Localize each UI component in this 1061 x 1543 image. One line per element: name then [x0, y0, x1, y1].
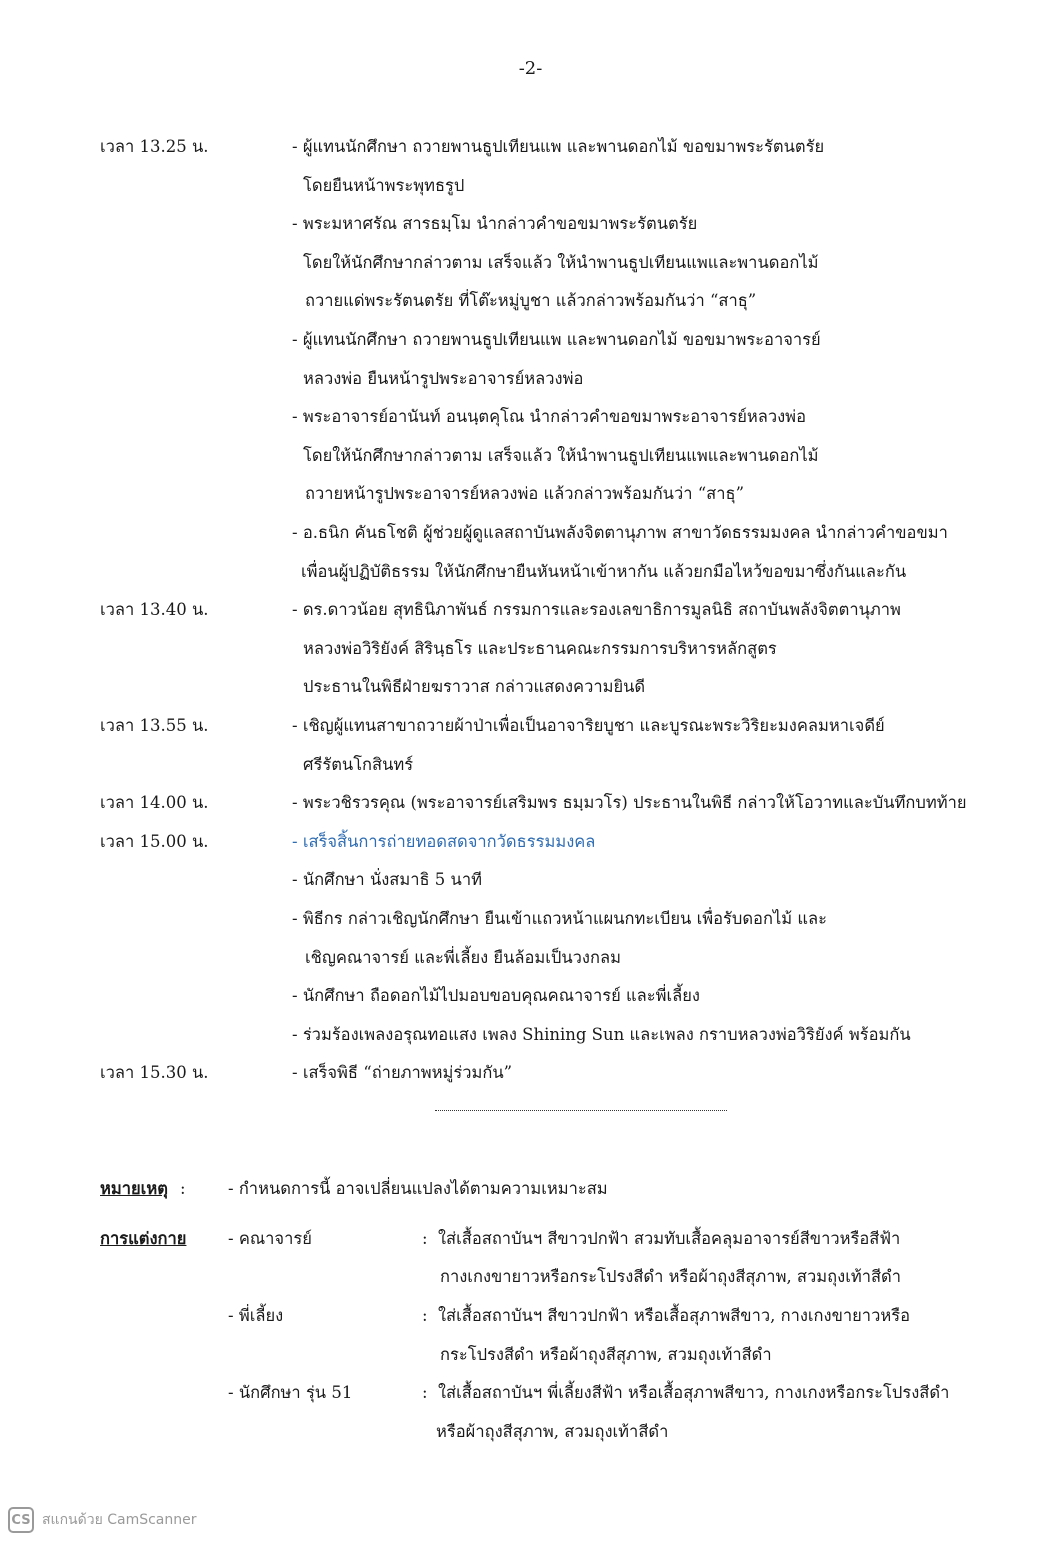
camscanner-watermark — [8, 1507, 197, 1533]
schedule-text: - นักศึกษา นั่งสมาธิ 5 นาที — [292, 870, 482, 890]
schedule-text: ศรีรัตนโกสินทร์ — [303, 754, 414, 774]
schedule-row — [0, 630, 1061, 669]
dress-who-faculty: - คณาจารย์ — [228, 1229, 312, 1248]
schedule-time: เวลา 14.00 น. — [100, 793, 209, 813]
schedule-text: - เสร็จสิ้นการถ่ายทอดสดจากวัดธรรมมงคล — [292, 831, 596, 851]
remark-row — [0, 1170, 1061, 1208]
schedule-row — [0, 707, 1061, 746]
schedule-text: โดยยืนหน้าพระพุทธรูป — [303, 175, 465, 195]
dress-colon: : — [422, 1229, 428, 1248]
schedule-text: - เชิญผู้แทนสาขาถวายผ้าป่าเพื่อเป็นอาจาริยบูชา และบูรณะพระวิริยะมงคลมหาเจดีย์ — [292, 716, 885, 735]
dress-line: กระโปรงสีดำ หรือผ้าถุงสีสุภาพ, สวมถุงเท้าสีดำ — [440, 1345, 772, 1364]
schedule-row — [0, 553, 1061, 592]
schedule-row — [0, 437, 1061, 476]
schedule-row — [0, 668, 1061, 707]
schedule-row — [0, 746, 1061, 785]
schedule-time: เวลา 13.40 น. — [100, 600, 209, 620]
schedule-row — [0, 475, 1061, 514]
schedule-text: - พระอาจารย์อานันท์ อนนฺตคุโณ นำกล่าวคำขอขมาพระอาจารย์หลวงพ่อ — [292, 407, 806, 427]
dress-colon: : — [422, 1306, 428, 1325]
schedule-text: - ดร.ดาวน้อย สุทธินิภาพันธ์ กรรมการและรองเลขาธิการมูลนิธิ สถาบันพลังจิตตานุภาพ — [292, 600, 901, 620]
dotted-divider — [435, 1110, 727, 1111]
dress-line: กางเกงขายาวหรือกระโปรงสีดำ หรือผ้าถุงสีสุภาพ, สวมถุงเท้าสีดำ — [440, 1267, 902, 1286]
dress-colon: : — [422, 1383, 428, 1402]
schedule-text: ถวายหน้ารูปพระอาจารย์หลวงพ่อ แล้วกล่าวพร้อมกันว่า “สาธุ” — [305, 484, 745, 504]
schedule-text: ถวายแด่พระรัตนตรัย ที่โต๊ะหมู่บูชา แล้วกล่าวพร้อมกันว่า “สาธุ” — [305, 291, 757, 311]
camscanner-logo-icon: CS — [8, 1507, 34, 1533]
schedule-text: - ผู้แทนนักศึกษา ถวายพานธูปเทียนแพ และพานดอกไม้ ขอขมาพระรัตนตรัย — [292, 137, 825, 156]
schedule-text: หลวงพ่อวิริยังค์ สิรินฺธโร และประธานคณะกรรมการบริหารหลักสูตร — [303, 638, 777, 658]
dress-row — [0, 1413, 1061, 1451]
dress-row — [0, 1220, 1061, 1258]
remark-text: - กำหนดการนี้ อาจเปลี่ยนแปลงได้ตามความเหมาะสม — [228, 1179, 608, 1198]
camscanner-text: สแกนด้วย CamScanner — [42, 1512, 197, 1528]
schedule-row — [0, 977, 1061, 1016]
schedule-time: เวลา 15.00 น. — [100, 831, 209, 851]
remark-colon: : — [180, 1179, 186, 1198]
schedule-text: - พระมหาศรัณ สารธมฺโม นำกล่าวคำขอขมาพระรัตนตรัย — [292, 214, 698, 234]
schedule-row — [0, 939, 1061, 978]
schedule-text: - นักศึกษา ถือดอกไม้ไปมอบขอบคุณคณาจารย์ และพี่เลี้ยง — [292, 986, 700, 1006]
schedule-row — [0, 360, 1061, 399]
dress-line: ใส่เสื้อสถาบันฯ สีขาวปกฟ้า หรือเสื้อสุภาพสีขาว, กางเกงขายาวหรือ — [438, 1306, 910, 1325]
dress-row — [0, 1336, 1061, 1374]
schedule-row — [0, 784, 1061, 823]
schedule-text: โดยให้นักศึกษากล่าวตาม เสร็จแล้ว ให้นำพานธูปเทียนแพและพานดอกไม้ — [303, 252, 819, 272]
dress-row — [0, 1297, 1061, 1335]
schedule-row — [0, 591, 1061, 630]
schedule-row — [0, 514, 1061, 553]
schedule-text: - พิธีกร กล่าวเชิญนักศึกษา ยืนเข้าแถวหน้าแผนกทะเบียน เพื่อรับดอกไม้ และ — [292, 909, 827, 928]
schedule-text: - อ.ธนิก คันธโชติ ผู้ช่วยผู้ดูแลสถาบันพลังจิตตานุภาพ สาขาวัดธรรมมงคล นำกล่าวคำขอขมา — [292, 523, 948, 542]
schedule-row — [0, 128, 1061, 167]
dress-label: การแต่งกาย — [100, 1229, 187, 1248]
schedule-text: - ร่วมร้องเพลงอรุณทอแสง เพลง Shining Sun และเพลง กราบหลวงพ่อวิริยังค์ พร้อมกัน — [292, 1024, 911, 1044]
schedule-text: ประธานในพิธีฝ่ายฆราวาส กล่าวแสดงความยินดี — [303, 677, 646, 697]
schedule-row — [0, 321, 1061, 360]
schedule-row — [0, 244, 1061, 283]
schedule-row — [0, 1054, 1061, 1093]
dress-line: ใส่เสื้อสถาบันฯ พี่เลี้ยงสีฟ้า หรือเสื้อสุภาพสีขาว, กางเกงหรือกระโปรงสีดำ — [438, 1383, 950, 1402]
dress-who-mentor: - พี่เลี้ยง — [228, 1306, 284, 1325]
schedule-text: - ผู้แทนนักศึกษา ถวายพานธูปเทียนแพ และพานดอกไม้ ขอขมาพระอาจารย์ — [292, 330, 821, 349]
schedule-text: เพื่อนผู้ปฏิบัติธรรม ให้นักศึกษายืนหันหน้าเข้าหากัน แล้วยกมือไหว้ขอขมาซึ่งกันและกัน — [301, 561, 907, 581]
schedule-row — [0, 900, 1061, 939]
schedule-row — [0, 861, 1061, 900]
schedule-time: เวลา 13.55 น. — [100, 716, 209, 735]
remark-label: หมายเหตุ — [100, 1179, 168, 1198]
dress-line: ใส่เสื้อสถาบันฯ สีขาวปกฟ้า สวมทับเสื้อคลุมอาจารย์สีขาวหรือสีฟ้า — [438, 1229, 901, 1248]
schedule-row — [0, 398, 1061, 437]
schedule-row — [0, 167, 1061, 206]
schedule-row — [0, 1016, 1061, 1055]
page-number: -2- — [518, 58, 543, 79]
schedule-row — [0, 205, 1061, 244]
schedule-text: เชิญคณาจารย์ และพี่เลี้ยง ยืนล้อมเป็นวงกลม — [305, 947, 621, 967]
schedule-row — [0, 823, 1061, 862]
schedule-row — [0, 282, 1061, 321]
dress-who-students: - นักศึกษา รุ่น 51 — [228, 1383, 353, 1402]
dress-row — [0, 1374, 1061, 1412]
schedule-text: - เสร็จพิธี “ถ่ายภาพหมู่ร่วมกัน” — [292, 1063, 513, 1083]
dress-row — [0, 1258, 1061, 1296]
schedule-time: เวลา 13.25 น. — [100, 137, 209, 156]
schedule-text: โดยให้นักศึกษากล่าวตาม เสร็จแล้ว ให้นำพานธูปเทียนแพและพานดอกไม้ — [303, 445, 819, 465]
schedule-time: เวลา 15.30 น. — [100, 1063, 209, 1083]
schedule-text: - พระวชิรวรคุณ (พระอาจารย์เสริมพร ธมฺมวโร) ประธานในพิธี กล่าวให้โอวาทและบันทึกบทท้าย — [292, 793, 967, 813]
dress-line: หรือผ้าถุงสีสุภาพ, สวมถุงเท้าสีดำ — [436, 1422, 669, 1441]
schedule-text: หลวงพ่อ ยืนหน้ารูปพระอาจารย์หลวงพ่อ — [303, 368, 584, 388]
